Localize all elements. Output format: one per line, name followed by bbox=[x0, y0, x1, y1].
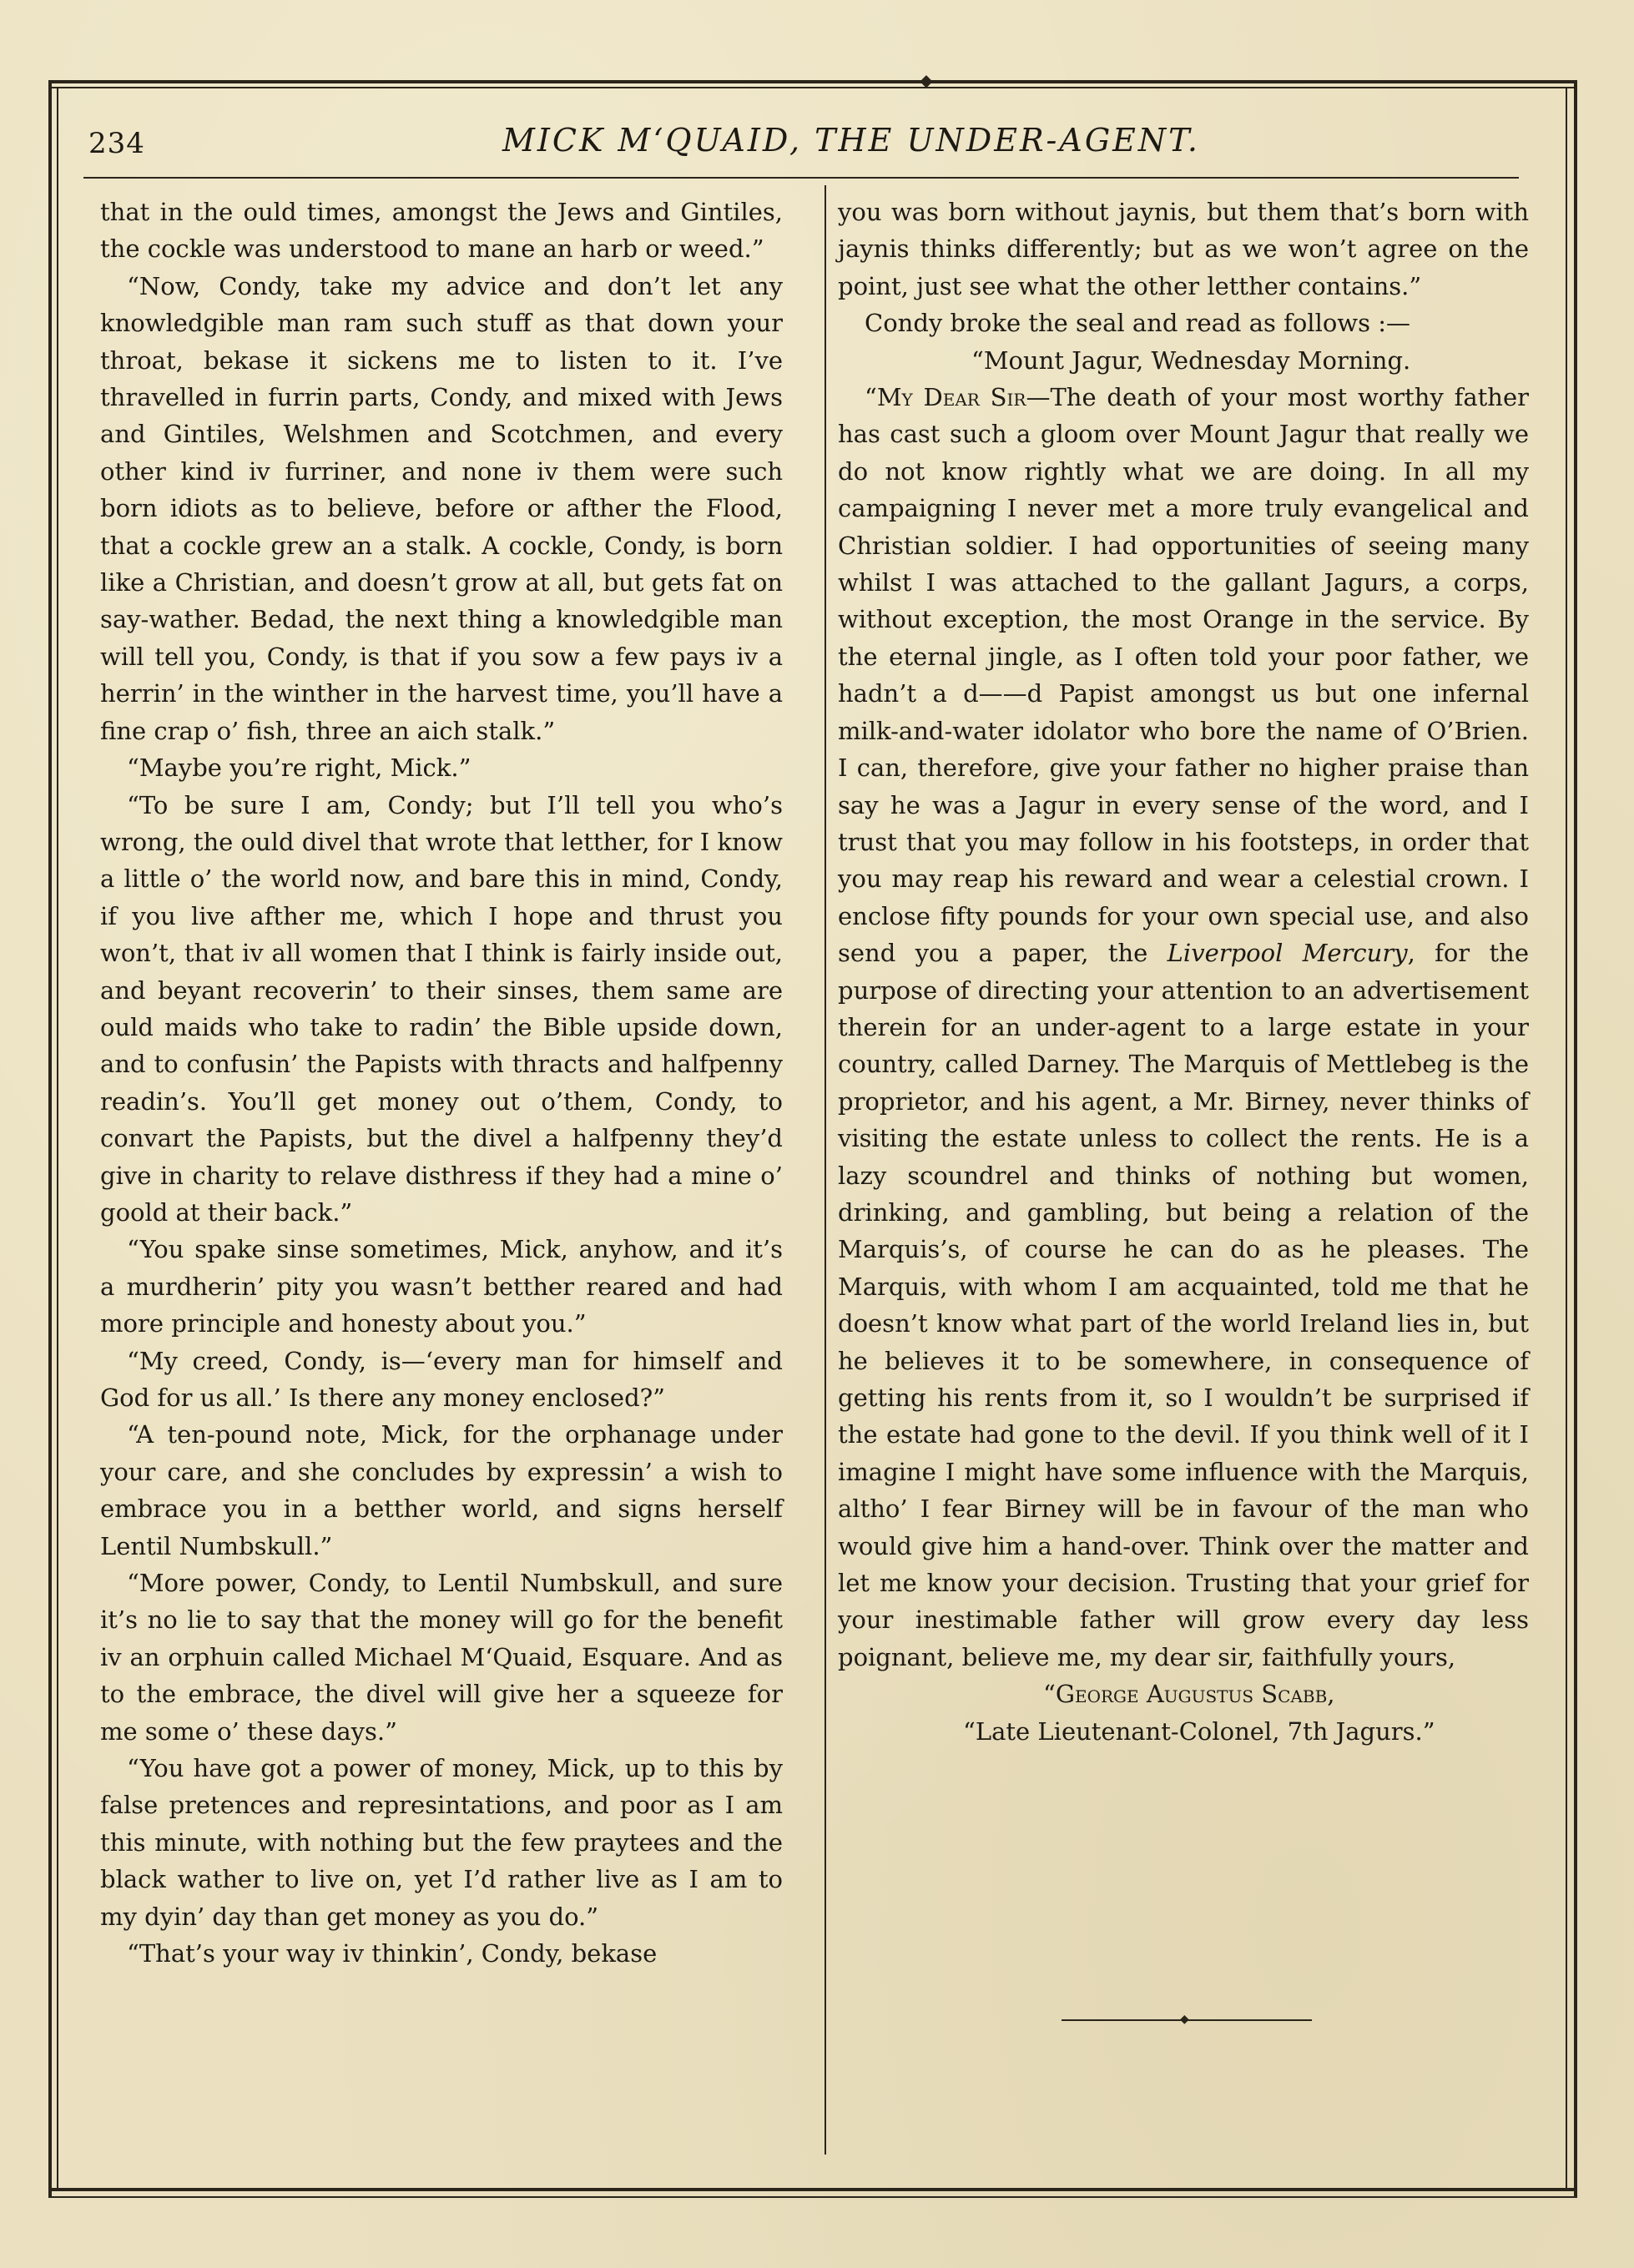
paragraph: “That’s your way iv thinkin’, Condy, bekase bbox=[127, 1939, 658, 1968]
frame-right-inner-rule bbox=[1566, 87, 1567, 2191]
frame-bottom-inner-rule bbox=[48, 2196, 1577, 2198]
paragraph: that in the ould times, amongst the Jews and Gintiles, the cockle was understood to mane an harb or weed.” bbox=[100, 198, 783, 264]
paragraph: “Now, Condy, take my advice and don’t let any knowledgible man ram such stuff as that down your throat, bekase it sickens me to listen to it. I’ve thravelled in furrin parts, Condy, and mixed with Jews and Gintiles, Welshmen and Scotchmen, and every other kind iv furriner, and none iv them were such born idiots as to believe, before or afther the Flood, that a cockle grew an a stalk. A cockle, Condy, is born like a Christian, and doesn’t grow at all, but gets fat on say-wather. Bedad, the next thing a knowledgible man will tell you, Condy, is that if you sow a few pays iv a herrin’ in the winther in the harvest time, you’ll have a fine crap o’ fish, three an aich stalk.” bbox=[100, 271, 783, 745]
left-column bbox=[100, 194, 783, 1973]
frame-top-rule bbox=[48, 80, 1577, 83]
page-number: 234 bbox=[88, 127, 145, 160]
paragraph: “More power, Condy, to Lentil Numbskull, and sure it’s no lie to say that the money will go for the benefit iv an orphuin called Michael M‘Quaid, Esquare. And as to the embrace, the divel will give her a squeeze for me some o’ these days.” bbox=[100, 1569, 783, 1746]
paragraph: “You spake sinse sometimes, Mick, anyhow, and it’s a murdherin’ pity you wasn’t betther reared and had more principle and honesty about you.” bbox=[100, 1235, 783, 1338]
frame-bottom-rule bbox=[48, 2188, 1577, 2191]
paragraph: “My creed, Condy, is—‘every man for himself and God for us all.’ Is there any money enclosed?” bbox=[100, 1346, 783, 1412]
header-rule bbox=[83, 177, 1519, 179]
ornament-icon: ◆ bbox=[920, 70, 933, 90]
running-title: MICK M‘QUAID, THE UNDER-AGENT. bbox=[502, 122, 1201, 159]
right-column bbox=[838, 194, 1529, 1750]
paragraph: you was born without jaynis, but them that’s born with jaynis thinks differently; but as we won’t agree on the point, just see what the other letther contains.” bbox=[838, 198, 1529, 300]
paragraph: “Maybe you’re right, Mick.” bbox=[127, 753, 472, 783]
newspaper-title: Liverpool Mercury bbox=[1167, 939, 1408, 968]
paragraph: “To be sure I am, Condy; but I’ll tell you who’s wrong, the ould divel that wrote that letther, for I know a little o’ the world now, and bare this in mind, Condy, if you live afther me, which I hope and thrust you won’t, that iv all women that I think is fairly inside out, and beyant recoverin’ to their sinses, them same are ould maids who take to radin’ the Bible upside down, and to confusin’ the Papists with thracts and halfpenny readin’s. You’ll get money out o’them, Condy, to convart the Papists, but the divel a halfpenny they’d give in charity to relave disthress if they had a mine o’ goold at their back.” bbox=[100, 790, 783, 1227]
letter-signature-title: “Late Lieutenant-Colonel, 7th Jagurs.” bbox=[963, 1716, 1435, 1746]
column-divider bbox=[825, 185, 826, 2155]
page-header bbox=[83, 115, 1519, 165]
frame-left-rule bbox=[48, 80, 52, 2198]
letter-body bbox=[838, 379, 1529, 1676]
paragraph: “A ten-pound note, Mick, for the orphanage under your care, and she concludes by expressin’ a wish to embrace you in a betther world, and signs herself Lentil Numbskull.” bbox=[100, 1420, 783, 1560]
letter-text-continued: , for the purpose of directing your attention to an advertisement therein for an under-agent to a large estate in your country, called Darney. The Marquis of Mettlebeg is the proprietor, and his agent, a Mr. Birney, never thinks of visiting the estate unless to collect the rents. He is a lazy scoundrel and thinks of nothing but women, drinking, and gambling, but being a relation of the Marquis’s, of course he can do as he pleases. The Marquis, with whom I am acquainted, told me that he doesn’t know what part of the world Ireland lies in, but he believes it to be somewhere, in consequence of getting his rents from it, so I wouldn’t be surprised if the estate had gone to the devil. If you think well of it I imagine I might have some influence with the Marquis, altho’ I fear Birney will be in favour of the man who would give him a hand-over. Think over the matter and let me know your decision. Trusting that your grief for your inestimable father will grow every day less poignant, believe me, my dear sir, faithfully yours, bbox=[838, 939, 1529, 1671]
letter-signature: “George Augustus Scabb, bbox=[1043, 1680, 1335, 1709]
frame-left-inner-rule bbox=[57, 87, 58, 2191]
frame-top-inner-rule bbox=[48, 87, 1577, 88]
letter-text: —The death of your most worthy father has cast such a gloom over Mount Jagur that really we do not know rightly what we are doing. In all my campaigning I never met a more truly evangelical and Christian soldier. I had opportunities of seeing many whilst I was attached to the gallant Jagurs, a corps, without exception, the most Orange in the service. By the eternal jingle, as I often told your poor father, we hadn’t a d——d Papist amongst us but one infernal milk-and-water idolator who bore the name of O’Brien. I can, therefore, give your father no higher praise than say he was a Jagur in every sense of the word, and I trust that you may follow in his footsteps, in order that you may reap his reward and wear a celestial crown. I enclose fifty pounds for your own special use, and also send you a paper, the bbox=[838, 383, 1529, 968]
section-end-ornament-icon: ◆ bbox=[1180, 2013, 1189, 2026]
frame-right-rule bbox=[1574, 80, 1577, 2198]
letter-dateline: “Mount Jagur, Wednesday Morning. bbox=[971, 345, 1411, 375]
paragraph: “You have got a power of money, Mick, up to this by false pretences and represintations, and poor as I am this minute, with nothing but the few praytees and the black wather to live on, yet I’d rather live as I am to my dyin’ day than get money as you do.” bbox=[100, 1754, 783, 1931]
paragraph: Condy broke the seal and read as follows :— bbox=[865, 309, 1411, 338]
letter-salutation: “My Dear Sir bbox=[865, 383, 1026, 412]
